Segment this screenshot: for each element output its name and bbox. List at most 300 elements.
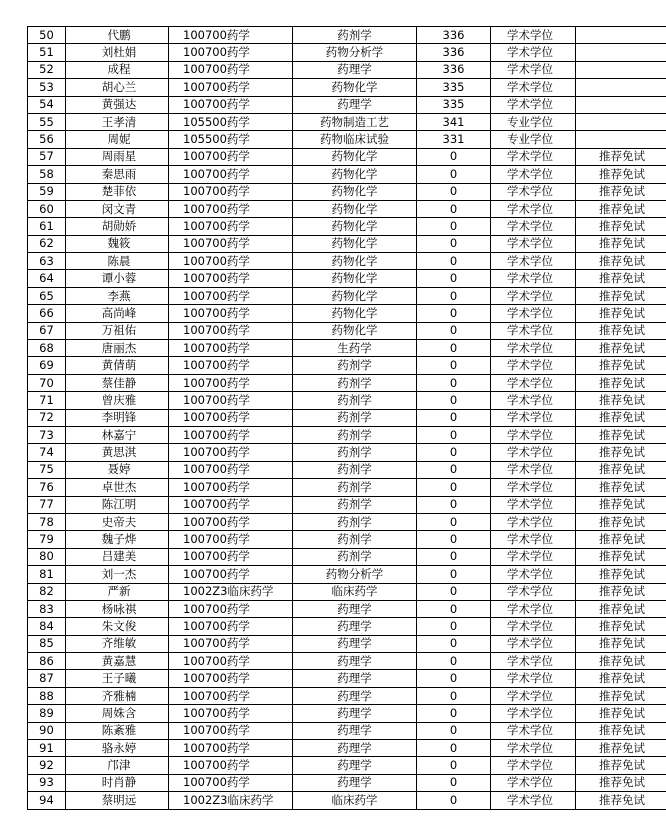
cell-note: 推荐免试 (576, 600, 666, 617)
cell-note: 推荐免试 (576, 479, 666, 496)
cell-note: 推荐免试 (576, 218, 666, 235)
cell-note (576, 27, 666, 44)
cell-score: 331 (417, 131, 491, 148)
cell-note (576, 79, 666, 96)
cell-direction: 药理学 (293, 687, 417, 704)
cell-direction: 药剂学 (293, 531, 417, 548)
cell-note: 推荐免试 (576, 531, 666, 548)
cell-note: 推荐免试 (576, 566, 666, 583)
cell-direction: 药物化学 (293, 235, 417, 252)
cell-name: 万祖佑 (66, 322, 169, 339)
cell-direction: 药理学 (293, 653, 417, 670)
cell-seq: 83 (28, 600, 66, 617)
cell-name: 蔡佳静 (66, 374, 169, 391)
table-row (28, 218, 666, 235)
cell-seq: 64 (28, 270, 66, 287)
cell-direction: 药理学 (293, 722, 417, 739)
cell-major: 100700药学 (169, 183, 293, 200)
cell-degree-type: 学术学位 (491, 218, 576, 235)
table-row (28, 131, 666, 148)
cell-score: 341 (417, 113, 491, 130)
cell-name: 胡勋娇 (66, 218, 169, 235)
cell-major: 1002Z3临床药学 (169, 583, 293, 600)
cell-seq: 66 (28, 305, 66, 322)
cell-seq: 71 (28, 392, 66, 409)
cell-seq: 78 (28, 513, 66, 530)
cell-major: 100700药学 (169, 722, 293, 739)
cell-degree-type: 学术学位 (491, 548, 576, 565)
cell-note (576, 61, 666, 78)
cell-score: 0 (417, 496, 491, 513)
cell-name: 陈晨 (66, 253, 169, 270)
cell-seq: 82 (28, 583, 66, 600)
table-row (28, 253, 666, 270)
table-row (28, 513, 666, 530)
cell-degree-type: 学术学位 (491, 635, 576, 652)
cell-degree-type: 学术学位 (491, 79, 576, 96)
cell-name: 成程 (66, 61, 169, 78)
cell-note: 推荐免试 (576, 705, 666, 722)
cell-note: 推荐免试 (576, 513, 666, 530)
cell-direction: 药物分析学 (293, 44, 417, 61)
cell-degree-type: 学术学位 (491, 44, 576, 61)
cell-seq: 88 (28, 687, 66, 704)
cell-score: 336 (417, 61, 491, 78)
cell-seq: 60 (28, 200, 66, 217)
table-row (28, 340, 666, 357)
cell-note: 推荐免试 (576, 740, 666, 757)
cell-seq: 92 (28, 757, 66, 774)
cell-direction: 药物临床试验 (293, 131, 417, 148)
cell-seq: 70 (28, 374, 66, 391)
cell-score: 336 (417, 27, 491, 44)
cell-score: 0 (417, 218, 491, 235)
cell-seq: 89 (28, 705, 66, 722)
cell-score: 0 (417, 548, 491, 565)
cell-major: 105500药学 (169, 131, 293, 148)
cell-degree-type: 学术学位 (491, 740, 576, 757)
cell-degree-type: 学术学位 (491, 687, 576, 704)
cell-note: 推荐免试 (576, 357, 666, 374)
cell-major: 100700药学 (169, 253, 293, 270)
cell-degree-type: 学术学位 (491, 183, 576, 200)
cell-degree-type: 学术学位 (491, 444, 576, 461)
table-row (28, 566, 666, 583)
cell-name: 刘杜娟 (66, 44, 169, 61)
cell-score: 0 (417, 305, 491, 322)
cell-direction: 药剂学 (293, 392, 417, 409)
cell-degree-type: 学术学位 (491, 270, 576, 287)
cell-note (576, 131, 666, 148)
cell-name: 代鹏 (66, 27, 169, 44)
cell-direction: 药物化学 (293, 148, 417, 165)
cell-score: 0 (417, 200, 491, 217)
cell-degree-type: 学术学位 (491, 513, 576, 530)
cell-score: 0 (417, 270, 491, 287)
cell-note: 推荐免试 (576, 687, 666, 704)
table-row (28, 409, 666, 426)
cell-name: 周雨星 (66, 148, 169, 165)
cell-note: 推荐免试 (576, 757, 666, 774)
cell-direction: 药物化学 (293, 305, 417, 322)
cell-degree-type: 学术学位 (491, 600, 576, 617)
cell-direction: 药理学 (293, 705, 417, 722)
cell-name: 周姝含 (66, 705, 169, 722)
cell-degree-type: 学术学位 (491, 461, 576, 478)
cell-score: 0 (417, 235, 491, 252)
cell-direction: 药剂学 (293, 444, 417, 461)
cell-major: 100700药学 (169, 374, 293, 391)
cell-degree-type: 专业学位 (491, 131, 576, 148)
cell-name: 时肖静 (66, 774, 169, 791)
cell-seq: 61 (28, 218, 66, 235)
cell-direction: 药理学 (293, 61, 417, 78)
cell-major: 100700药学 (169, 740, 293, 757)
cell-major: 100700药学 (169, 496, 293, 513)
cell-degree-type: 学术学位 (491, 322, 576, 339)
table-row (28, 79, 666, 96)
table-row (28, 461, 666, 478)
table-row (28, 740, 666, 757)
cell-note: 推荐免试 (576, 635, 666, 652)
cell-major: 100700药学 (169, 705, 293, 722)
cell-degree-type: 学术学位 (491, 496, 576, 513)
table-row (28, 200, 666, 217)
cell-name: 黄倩萌 (66, 357, 169, 374)
cell-major: 100700药学 (169, 757, 293, 774)
cell-major: 100700药学 (169, 653, 293, 670)
cell-note: 推荐免试 (576, 461, 666, 478)
cell-name: 聂婷 (66, 461, 169, 478)
cell-major: 100700药学 (169, 426, 293, 443)
cell-note: 推荐免试 (576, 618, 666, 635)
cell-score: 0 (417, 374, 491, 391)
cell-degree-type: 学术学位 (491, 792, 576, 809)
cell-note: 推荐免试 (576, 148, 666, 165)
table-row (28, 374, 666, 391)
cell-name: 陈紊雅 (66, 722, 169, 739)
cell-major: 105500药学 (169, 113, 293, 130)
cell-major: 100700药学 (169, 548, 293, 565)
cell-seq: 75 (28, 461, 66, 478)
table-row (28, 670, 666, 687)
cell-seq: 68 (28, 340, 66, 357)
cell-score: 0 (417, 531, 491, 548)
cell-major: 100700药学 (169, 774, 293, 791)
cell-major: 100700药学 (169, 96, 293, 113)
cell-major: 100700药学 (169, 235, 293, 252)
cell-direction: 药剂学 (293, 357, 417, 374)
cell-direction: 药理学 (293, 670, 417, 687)
table-row (28, 305, 666, 322)
cell-major: 100700药学 (169, 409, 293, 426)
cell-major: 100700药学 (169, 322, 293, 339)
cell-note: 推荐免试 (576, 670, 666, 687)
admission-list-table (27, 26, 666, 810)
cell-direction: 药剂学 (293, 479, 417, 496)
cell-note: 推荐免试 (576, 235, 666, 252)
cell-name: 唐丽杰 (66, 340, 169, 357)
cell-score: 0 (417, 583, 491, 600)
cell-score: 0 (417, 426, 491, 443)
cell-degree-type: 学术学位 (491, 479, 576, 496)
cell-seq: 56 (28, 131, 66, 148)
cell-major: 100700药学 (169, 79, 293, 96)
cell-name: 黄嘉慧 (66, 653, 169, 670)
cell-major: 100700药学 (169, 618, 293, 635)
cell-name: 李燕 (66, 287, 169, 304)
cell-direction: 药理学 (293, 600, 417, 617)
cell-major: 100700药学 (169, 600, 293, 617)
cell-major: 100700药学 (169, 340, 293, 357)
table-row (28, 235, 666, 252)
cell-major: 100700药学 (169, 444, 293, 461)
cell-direction: 药物制造工艺 (293, 113, 417, 130)
cell-name: 王子曦 (66, 670, 169, 687)
cell-direction: 药剂学 (293, 426, 417, 443)
table-row (28, 357, 666, 374)
cell-score: 0 (417, 740, 491, 757)
cell-name: 周妮 (66, 131, 169, 148)
cell-direction: 药物化学 (293, 183, 417, 200)
cell-degree-type: 学术学位 (491, 340, 576, 357)
cell-seq: 58 (28, 166, 66, 183)
cell-note (576, 113, 666, 130)
cell-degree-type: 学术学位 (491, 583, 576, 600)
cell-direction: 药剂学 (293, 461, 417, 478)
cell-degree-type: 专业学位 (491, 113, 576, 130)
cell-name: 王孝清 (66, 113, 169, 130)
cell-direction: 药物化学 (293, 287, 417, 304)
cell-direction: 药物化学 (293, 218, 417, 235)
cell-seq: 76 (28, 479, 66, 496)
cell-direction: 药剂学 (293, 513, 417, 530)
cell-degree-type: 学术学位 (491, 305, 576, 322)
cell-score: 0 (417, 600, 491, 617)
cell-degree-type: 学术学位 (491, 705, 576, 722)
cell-seq: 57 (28, 148, 66, 165)
cell-score: 0 (417, 670, 491, 687)
cell-score: 0 (417, 722, 491, 739)
cell-name: 卓世杰 (66, 479, 169, 496)
cell-degree-type: 学术学位 (491, 27, 576, 44)
cell-major: 100700药学 (169, 635, 293, 652)
cell-seq: 67 (28, 322, 66, 339)
cell-seq: 87 (28, 670, 66, 687)
cell-note: 推荐免试 (576, 340, 666, 357)
cell-degree-type: 学术学位 (491, 166, 576, 183)
table-row (28, 392, 666, 409)
cell-score: 0 (417, 340, 491, 357)
table-row (28, 600, 666, 617)
cell-degree-type: 学术学位 (491, 253, 576, 270)
cell-note: 推荐免试 (576, 583, 666, 600)
cell-name: 朱文俊 (66, 618, 169, 635)
cell-score: 0 (417, 479, 491, 496)
cell-note (576, 44, 666, 61)
cell-major: 100700药学 (169, 218, 293, 235)
cell-note: 推荐免试 (576, 322, 666, 339)
cell-name: 史帝夫 (66, 513, 169, 530)
cell-note: 推荐免试 (576, 374, 666, 391)
cell-seq: 79 (28, 531, 66, 548)
cell-name: 闵文青 (66, 200, 169, 217)
table-row (28, 757, 666, 774)
cell-score: 0 (417, 513, 491, 530)
cell-seq: 59 (28, 183, 66, 200)
cell-note: 推荐免试 (576, 392, 666, 409)
cell-score: 0 (417, 566, 491, 583)
cell-degree-type: 学术学位 (491, 409, 576, 426)
table-row (28, 27, 666, 44)
cell-major: 100700药学 (169, 200, 293, 217)
cell-direction: 生药学 (293, 340, 417, 357)
cell-degree-type: 学术学位 (491, 774, 576, 791)
cell-direction: 药理学 (293, 618, 417, 635)
cell-major: 100700药学 (169, 670, 293, 687)
cell-seq: 72 (28, 409, 66, 426)
cell-name: 谭小蓉 (66, 270, 169, 287)
table-row (28, 444, 666, 461)
cell-name: 吕建美 (66, 548, 169, 565)
cell-direction: 药物分析学 (293, 566, 417, 583)
cell-name: 黄强达 (66, 96, 169, 113)
cell-score: 335 (417, 79, 491, 96)
cell-name: 魏子烨 (66, 531, 169, 548)
cell-seq: 65 (28, 287, 66, 304)
cell-score: 0 (417, 392, 491, 409)
cell-seq: 77 (28, 496, 66, 513)
cell-degree-type: 学术学位 (491, 653, 576, 670)
cell-degree-type: 学术学位 (491, 618, 576, 635)
cell-name: 邝津 (66, 757, 169, 774)
table-row (28, 270, 666, 287)
cell-note: 推荐免试 (576, 444, 666, 461)
cell-note: 推荐免试 (576, 270, 666, 287)
cell-seq: 54 (28, 96, 66, 113)
cell-name: 高尚峰 (66, 305, 169, 322)
cell-seq: 90 (28, 722, 66, 739)
cell-direction: 药理学 (293, 635, 417, 652)
cell-direction: 临床药学 (293, 583, 417, 600)
cell-degree-type: 学术学位 (491, 670, 576, 687)
cell-degree-type: 学术学位 (491, 200, 576, 217)
table-row (28, 113, 666, 130)
table-row (28, 96, 666, 113)
table-row (28, 722, 666, 739)
cell-name: 陈江明 (66, 496, 169, 513)
cell-score: 0 (417, 705, 491, 722)
cell-major: 100700药学 (169, 44, 293, 61)
cell-note: 推荐免试 (576, 183, 666, 200)
cell-seq: 74 (28, 444, 66, 461)
cell-direction: 药剂学 (293, 496, 417, 513)
cell-score: 0 (417, 653, 491, 670)
cell-name: 李明锋 (66, 409, 169, 426)
cell-score: 0 (417, 253, 491, 270)
table-row (28, 531, 666, 548)
cell-direction: 药物化学 (293, 79, 417, 96)
table-row (28, 287, 666, 304)
cell-score: 335 (417, 96, 491, 113)
cell-score: 0 (417, 444, 491, 461)
cell-degree-type: 学术学位 (491, 722, 576, 739)
cell-name: 秦思雨 (66, 166, 169, 183)
cell-score: 0 (417, 166, 491, 183)
cell-name: 蔡明远 (66, 792, 169, 809)
cell-seq: 50 (28, 27, 66, 44)
table-row (28, 61, 666, 78)
cell-direction: 药理学 (293, 757, 417, 774)
cell-direction: 药物化学 (293, 270, 417, 287)
cell-score: 0 (417, 322, 491, 339)
cell-name: 曾庆雅 (66, 392, 169, 409)
cell-name: 齐维敏 (66, 635, 169, 652)
cell-major: 100700药学 (169, 270, 293, 287)
cell-seq: 53 (28, 79, 66, 96)
cell-direction: 药剂学 (293, 374, 417, 391)
cell-name: 林嘉宁 (66, 426, 169, 443)
table-row (28, 148, 666, 165)
table-row (28, 183, 666, 200)
cell-degree-type: 学术学位 (491, 757, 576, 774)
cell-direction: 药物化学 (293, 253, 417, 270)
table-row (28, 44, 666, 61)
cell-major: 100700药学 (169, 513, 293, 530)
table-row (28, 322, 666, 339)
cell-note: 推荐免试 (576, 166, 666, 183)
table-row (28, 166, 666, 183)
cell-major: 100700药学 (169, 479, 293, 496)
cell-major: 100700药学 (169, 61, 293, 78)
cell-score: 0 (417, 757, 491, 774)
cell-direction: 药理学 (293, 96, 417, 113)
cell-major: 100700药学 (169, 357, 293, 374)
cell-direction: 药物化学 (293, 322, 417, 339)
cell-major: 100700药学 (169, 531, 293, 548)
cell-score: 0 (417, 635, 491, 652)
cell-major: 100700药学 (169, 27, 293, 44)
table-body (28, 27, 666, 810)
cell-note: 推荐免试 (576, 722, 666, 739)
cell-name: 杨咏祺 (66, 600, 169, 617)
table-row (28, 583, 666, 600)
table-row (28, 705, 666, 722)
cell-seq: 51 (28, 44, 66, 61)
cell-degree-type: 学术学位 (491, 531, 576, 548)
table-row (28, 687, 666, 704)
table-row (28, 496, 666, 513)
cell-major: 100700药学 (169, 287, 293, 304)
cell-score: 0 (417, 287, 491, 304)
cell-seq: 63 (28, 253, 66, 270)
cell-name: 严新 (66, 583, 169, 600)
cell-score: 0 (417, 687, 491, 704)
cell-degree-type: 学术学位 (491, 148, 576, 165)
cell-degree-type: 学术学位 (491, 287, 576, 304)
cell-direction: 药物化学 (293, 166, 417, 183)
cell-major: 100700药学 (169, 166, 293, 183)
cell-name: 楚菲依 (66, 183, 169, 200)
cell-note: 推荐免试 (576, 426, 666, 443)
cell-name: 黄思淇 (66, 444, 169, 461)
cell-score: 0 (417, 461, 491, 478)
table-row (28, 653, 666, 670)
cell-seq: 62 (28, 235, 66, 252)
cell-note: 推荐免试 (576, 774, 666, 791)
cell-major: 100700药学 (169, 305, 293, 322)
cell-major: 100700药学 (169, 461, 293, 478)
